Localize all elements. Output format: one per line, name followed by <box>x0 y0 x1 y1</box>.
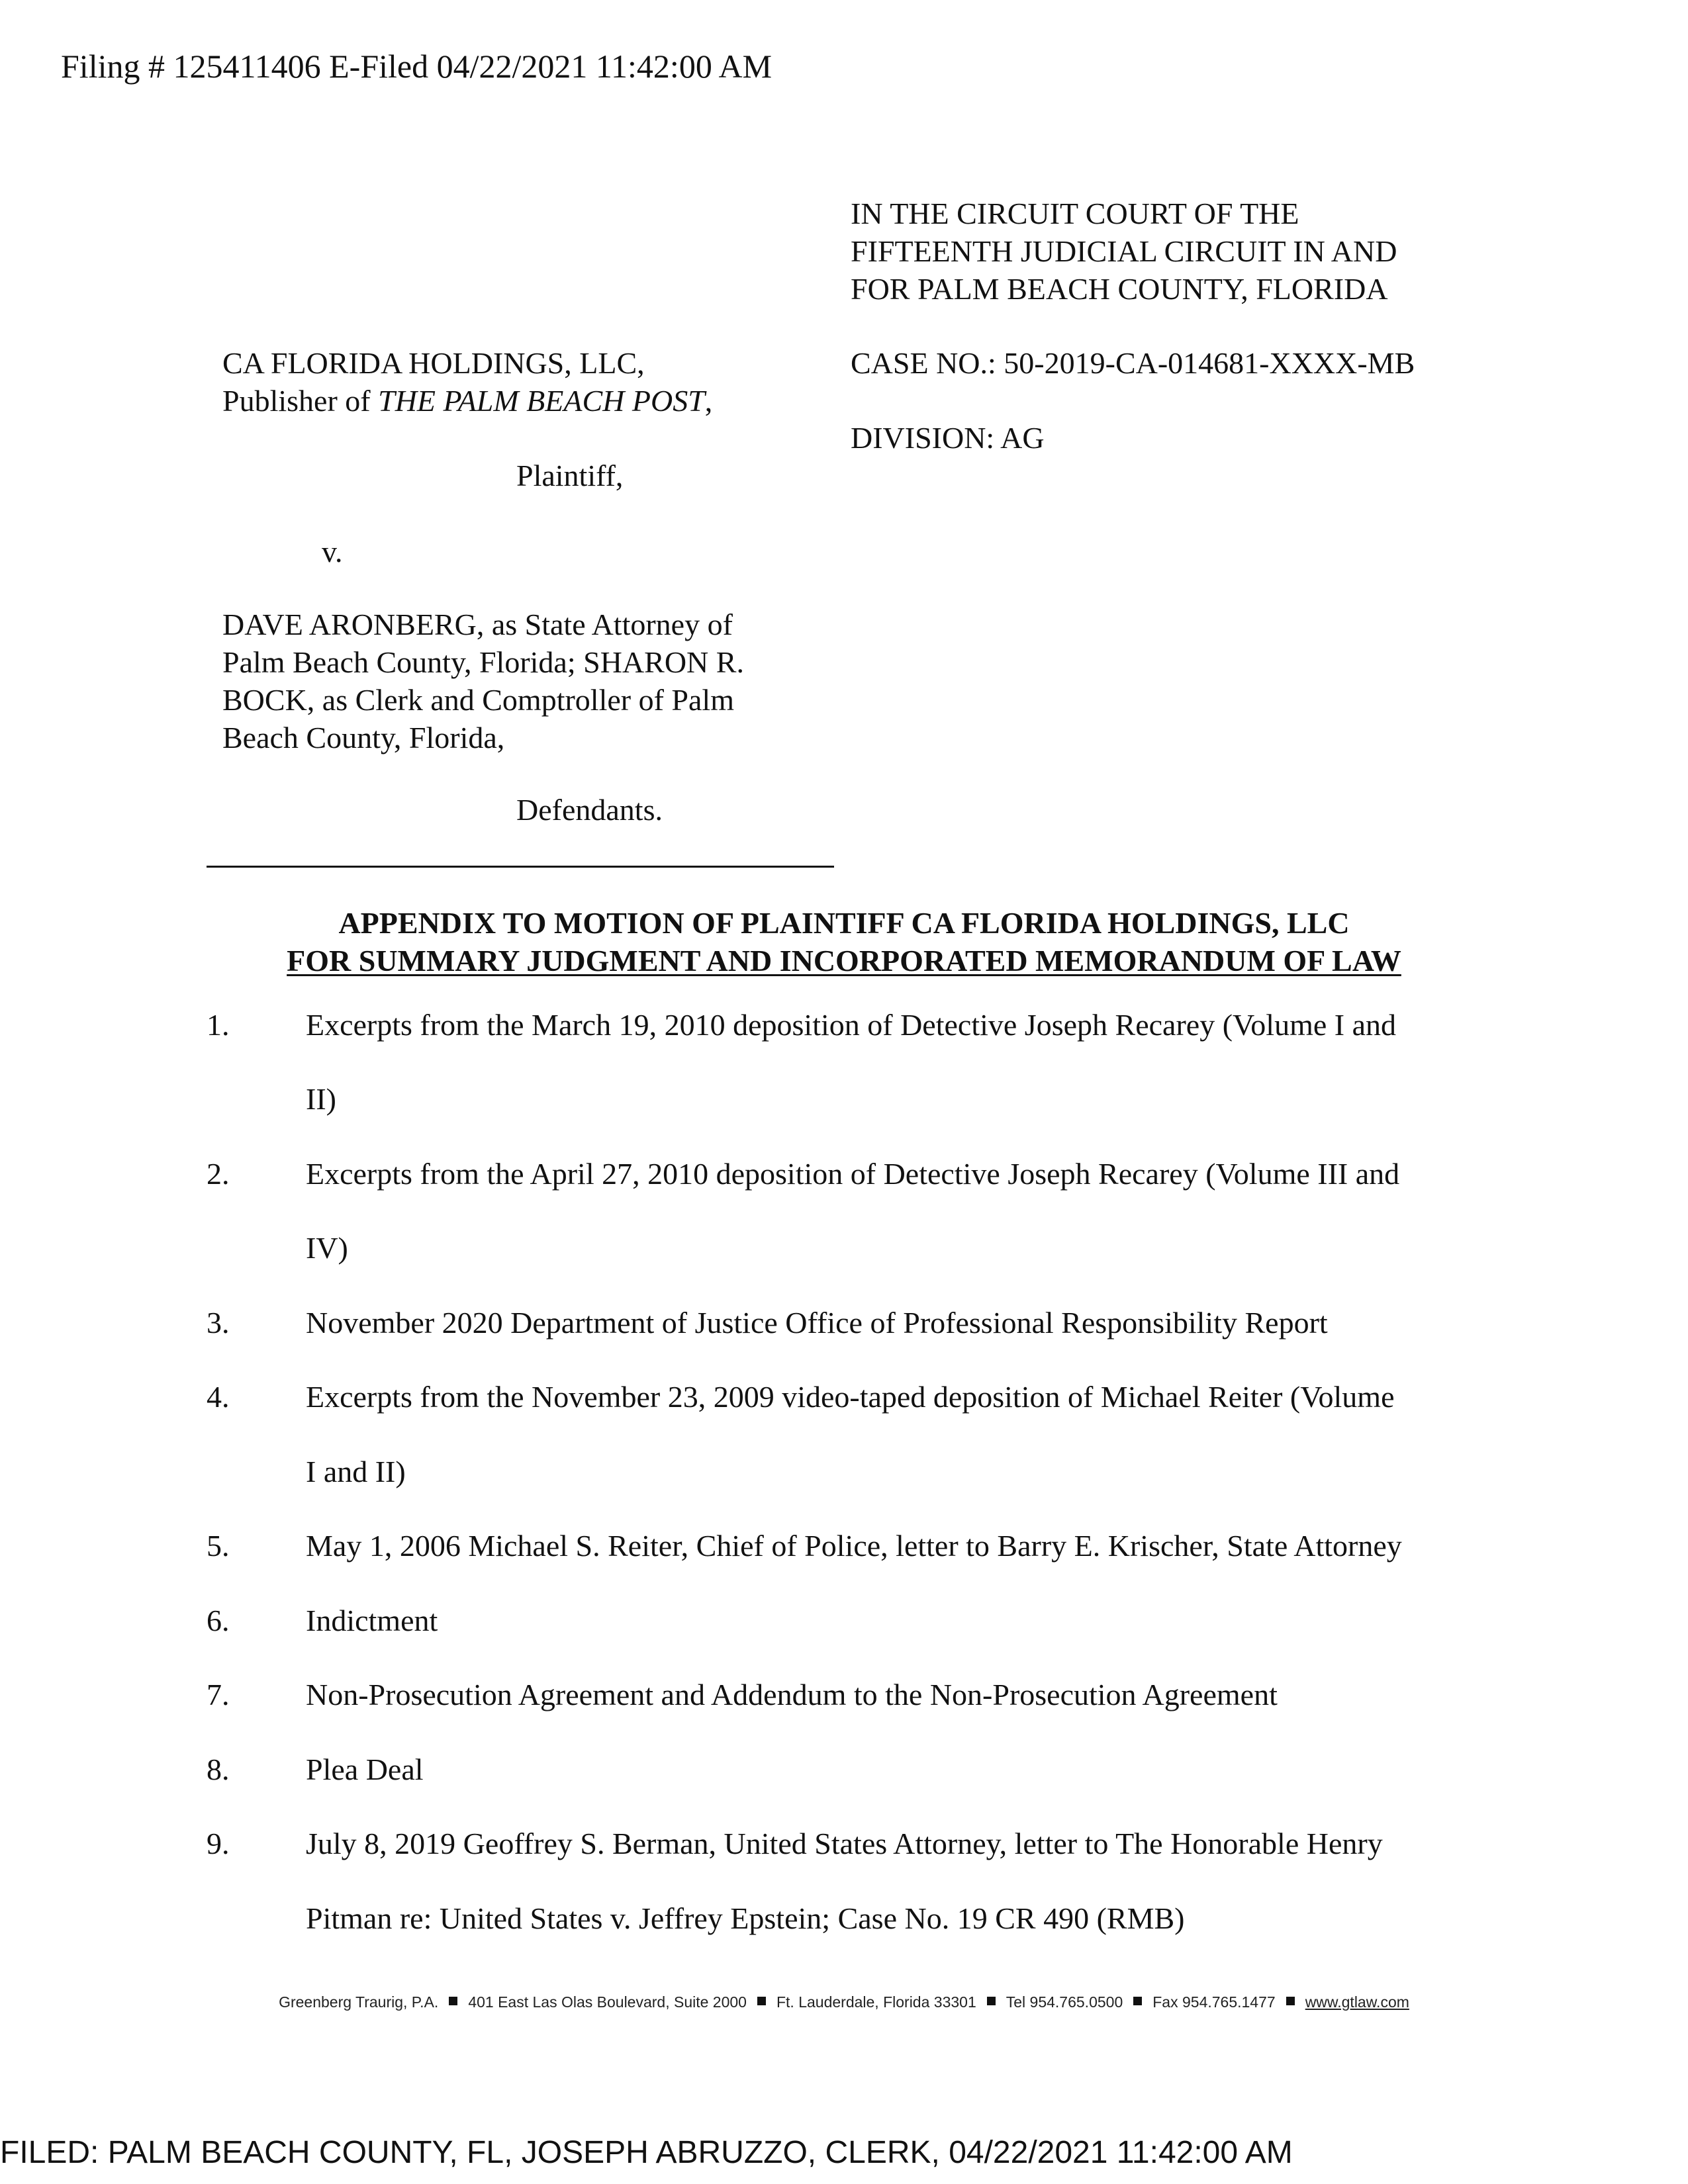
item-number: 9. <box>207 1827 230 1860</box>
item-text: Excerpts from the November 23, 2009 video-taped deposition of Michael Reiter (Volume <box>306 1380 1395 1414</box>
defendants-line: Palm Beach County, Florida; SHARON R. <box>222 645 744 679</box>
item-number: 8. <box>207 1752 230 1786</box>
item-text: Plea Deal <box>306 1752 424 1786</box>
item-text: Excerpts from the March 19, 2010 deposition of Detective Joseph Recarey (Volume I and <box>306 1008 1397 1042</box>
square-bullet-icon <box>1286 1997 1295 2005</box>
item-number: 1. <box>207 1008 230 1042</box>
case-number: CASE NO.: 50-2019-CA-014681-XXXX-MB <box>851 346 1415 380</box>
item-number: 2. <box>207 1157 230 1191</box>
defendants-line: Beach County, Florida, <box>222 721 505 754</box>
square-bullet-icon <box>987 1997 996 2005</box>
square-bullet-icon <box>449 1997 457 2005</box>
item-text-continued: I and II) <box>306 1455 406 1488</box>
defendants-role: Defendants. <box>516 793 663 827</box>
item-number: 3. <box>207 1306 230 1340</box>
versus: v. <box>322 535 343 569</box>
item-number: 7. <box>207 1678 230 1711</box>
defendants-names <box>222 606 744 756</box>
item-number: 4. <box>207 1380 230 1414</box>
caption-divider <box>207 866 834 868</box>
document-title <box>0 904 1688 979</box>
item-text: Excerpts from the April 27, 2010 deposition of Detective Joseph Recarey (Volume III and <box>306 1157 1400 1191</box>
footer-address: 401 East Las Olas Boulevard, Suite 2000 <box>468 1993 747 2011</box>
footer-city: Ft. Lauderdale, Florida 33301 <box>776 1993 976 2011</box>
court-name-line: IN THE CIRCUIT COURT OF THE <box>851 197 1299 230</box>
item-text: November 2020 Department of Justice Office of Professional Responsibility Report <box>306 1306 1328 1340</box>
plaintiff-role: Plaintiff, <box>516 459 624 492</box>
square-bullet-icon <box>757 1997 766 2005</box>
item-number: 6. <box>207 1604 230 1637</box>
publisher-suffix: , <box>704 384 713 418</box>
defendants-line: DAVE ARONBERG, as State Attorney of <box>222 608 733 641</box>
item-text: Indictment <box>306 1604 438 1637</box>
item-text: July 8, 2019 Geoffrey S. Berman, United States Attorney, letter to The Honorable Henry <box>306 1827 1383 1860</box>
title-line2-text: FOR SUMMARY JUDGMENT AND INCORPORATED MEMORANDUM OF LAW <box>287 944 1401 978</box>
plaintiff-name-line2 <box>222 382 712 420</box>
title-line2 <box>0 942 1688 979</box>
division: DIVISION: AG <box>851 421 1045 455</box>
filing-header: Filing # 125411406 E-Filed 04/22/2021 11:42:00 AM <box>61 48 773 85</box>
publication-title: THE PALM BEACH POST <box>378 384 705 418</box>
item-text: Non-Prosecution Agreement and Addendum to the Non-Prosecution Agreement <box>306 1678 1278 1711</box>
footer-website-link[interactable]: www.gtlaw.com <box>1305 1993 1409 2011</box>
court-name-line: FOR PALM BEACH COUNTY, FLORIDA <box>851 272 1388 306</box>
plaintiff-name <box>222 344 712 420</box>
clerk-filing-stamp: FILED: PALM BEACH COUNTY, FL, JOSEPH ABRUZZO, CLERK, 04/22/2021 11:42:00 AM <box>0 2135 1293 2170</box>
court-name-line: FIFTEENTH JUDICIAL CIRCUIT IN AND <box>851 234 1397 268</box>
defendants-line: BOCK, as Clerk and Comptroller of Palm <box>222 683 734 717</box>
firm-footer <box>0 1993 1688 2011</box>
item-text: May 1, 2006 Michael S. Reiter, Chief of Police, letter to Barry E. Krischer, State Attorney <box>306 1529 1402 1563</box>
footer-fax: Fax 954.765.1477 <box>1152 1993 1276 2011</box>
footer-firm: Greenberg Traurig, P.A. <box>279 1993 439 2011</box>
item-text-continued: II) <box>306 1082 336 1116</box>
square-bullet-icon <box>1133 1997 1142 2005</box>
footer-tel: Tel 954.765.0500 <box>1006 1993 1123 2011</box>
item-text-continued: Pitman re: United States v. Jeffrey Epstein; Case No. 19 CR 490 (RMB) <box>306 1901 1185 1935</box>
title-line1: APPENDIX TO MOTION OF PLAINTIFF CA FLORIDA HOLDINGS, LLC <box>338 906 1350 940</box>
court-name-block <box>851 195 1397 308</box>
plaintiff-name-line1: CA FLORIDA HOLDINGS, LLC, <box>222 346 645 380</box>
publisher-prefix: Publisher of <box>222 384 379 418</box>
item-text-continued: IV) <box>306 1231 348 1265</box>
item-number: 5. <box>207 1529 230 1563</box>
